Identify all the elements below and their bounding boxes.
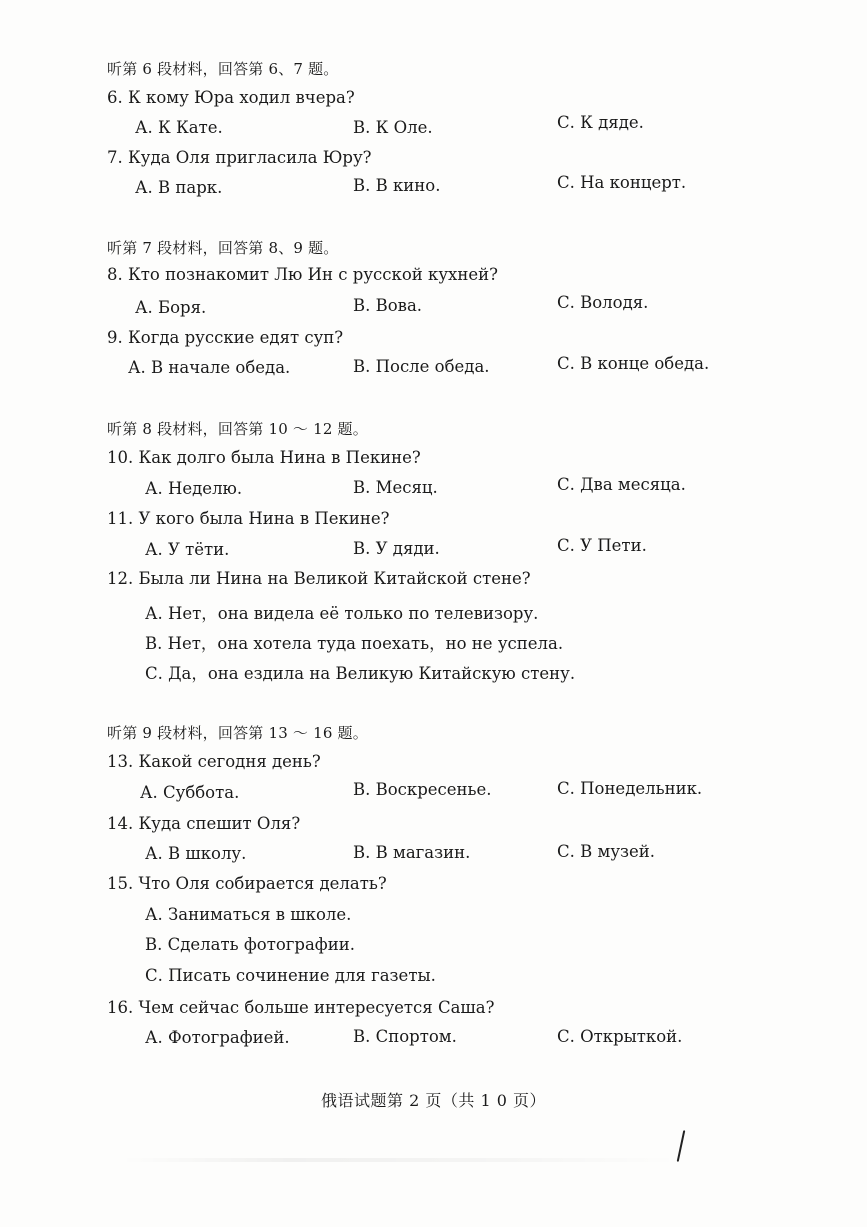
question-15: 15. Что Оля собирается делать? xyxy=(107,874,387,893)
option-b: В. Сделать фотографии. xyxy=(145,935,355,954)
question-11: 11. У кого была Нина в Пекине? xyxy=(107,509,390,528)
option-b: В. Нет，она хотела туда поехать，но не успела. xyxy=(145,634,564,653)
option-b: В. В магазин. xyxy=(353,843,471,862)
question-16: 16. Чем сейчас больше интересуется Саша? xyxy=(107,998,495,1017)
option-a: А. В начале обеда. xyxy=(128,358,291,377)
section-header: 听第 8 段材料，回答第 10 ～ 12 题。 xyxy=(107,420,368,438)
question-12: 12. Была ли Нина на Великой Китайской стене? xyxy=(107,569,531,588)
option-a: А. Суббота. xyxy=(140,783,240,802)
option-b: В. У дяди. xyxy=(353,539,440,558)
option-c: С. Володя. xyxy=(557,293,649,312)
option-c: С. Открыткой. xyxy=(557,1027,683,1046)
option-b: В. После обеда. xyxy=(353,357,490,376)
question-6: 6. К кому Юра ходил вчера? xyxy=(107,88,355,107)
option-a: А. Нет，она видела её только по телевизору. xyxy=(145,604,539,623)
option-a: А. В парк. xyxy=(135,178,223,197)
page-footer: 俄语试题第 2 页（共 1 0 页） xyxy=(321,1091,546,1110)
option-a: А. У тёти. xyxy=(145,540,230,559)
option-b: В. В кино. xyxy=(353,176,441,195)
question-7: 7. Куда Оля пригласила Юру? xyxy=(107,148,372,167)
section-header: 听第 7 段材料，回答第 8、9 题。 xyxy=(107,239,339,257)
option-c: С. На концерт. xyxy=(557,173,687,192)
option-c: С. В музей. xyxy=(557,842,656,861)
question-9: 9. Когда русские едят суп? xyxy=(107,328,344,347)
option-c: С. Да，она ездила на Великую Китайскую стену. xyxy=(145,664,576,683)
section-header: 听第 9 段材料，回答第 13 ～ 16 题。 xyxy=(107,724,368,742)
option-c: С. Два месяца. xyxy=(557,475,686,494)
option-a: А. Заниматься в школе. xyxy=(145,905,352,924)
option-c: С. К дяде. xyxy=(557,113,644,132)
scan-artifact xyxy=(120,1158,680,1162)
option-a: А. Неделю. xyxy=(145,479,243,498)
option-a: А. Фотографией. xyxy=(145,1028,290,1047)
question-10: 10. Как долго была Нина в Пекине? xyxy=(107,448,421,467)
option-c: С. В конце обеда. xyxy=(557,354,710,373)
option-b: В. Вова. xyxy=(353,296,423,315)
section-header: 听第 6 段材料，回答第 6、7 题。 xyxy=(107,60,339,78)
option-b: В. К Оле. xyxy=(353,118,433,137)
question-13: 13. Какой сегодня день? xyxy=(107,752,321,771)
option-c: С. Писать сочинение для газеты. xyxy=(145,966,436,985)
option-a: А. К Кате. xyxy=(135,118,223,137)
option-c: С. У Пети. xyxy=(557,536,647,555)
option-b: В. Спортом. xyxy=(353,1027,457,1046)
option-b: В. Месяц. xyxy=(353,478,438,497)
question-14: 14. Куда спешит Оля? xyxy=(107,814,301,833)
option-a: А. В школу. xyxy=(145,844,247,863)
option-a: А. Боря. xyxy=(135,298,207,317)
question-8: 8. Кто познакомит Лю Ин с русской кухней? xyxy=(107,265,498,284)
option-c: С. Понедельник. xyxy=(557,779,703,798)
option-b: В. Воскресенье. xyxy=(353,780,492,799)
